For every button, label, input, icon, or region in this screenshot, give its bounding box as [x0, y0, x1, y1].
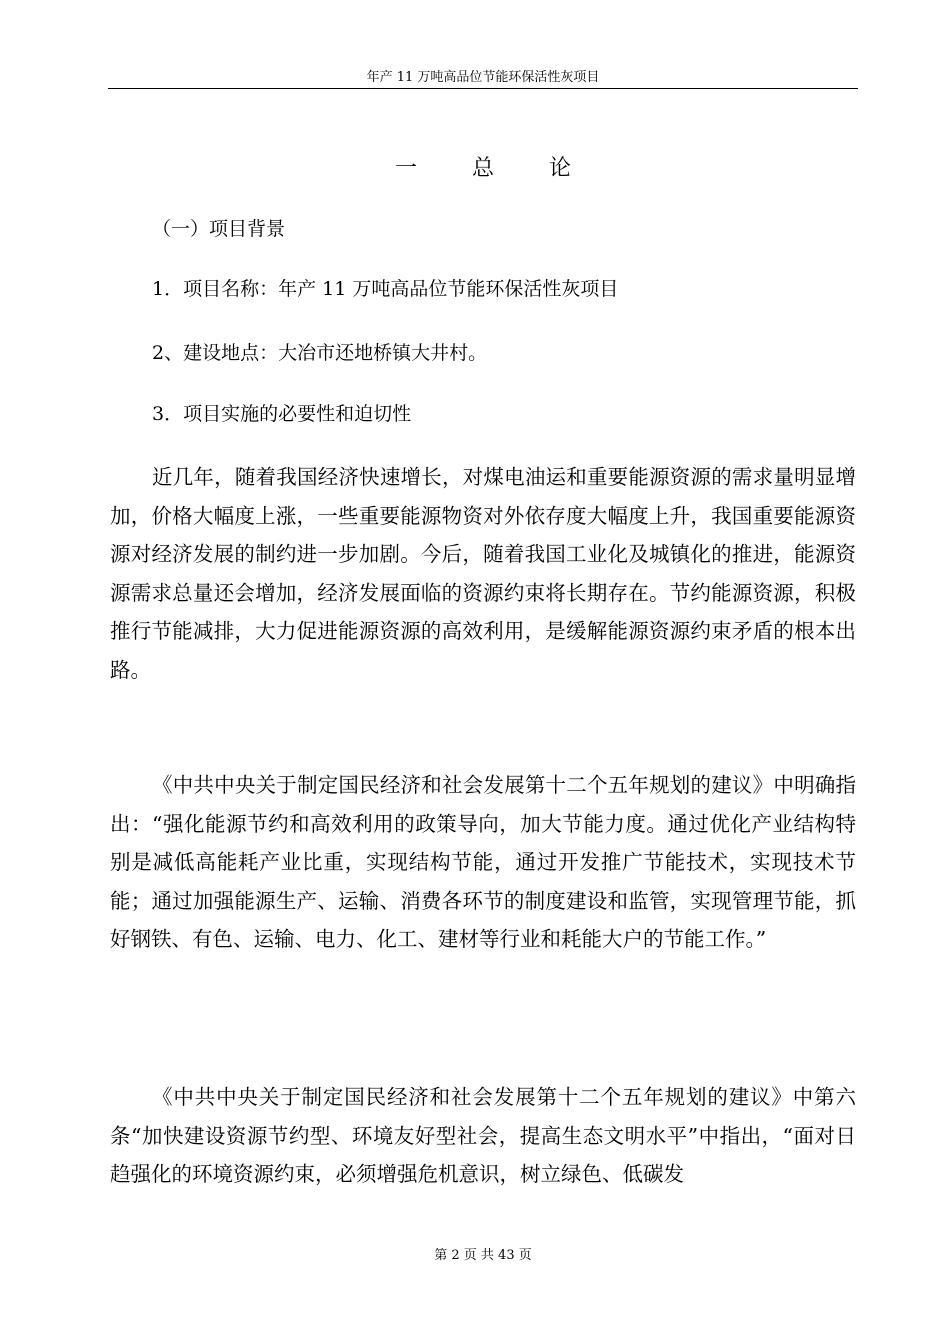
running-header: 年产 11 万吨高品位节能环保活性灰项目 — [366, 70, 600, 85]
body-paragraph: 近几年，随着我国经济快速增长，对煤电油运和重要能源资源的需求量明显增加，价格大幅度上涨，一些重要能源物资对外依存度大幅度上升，我国重要能源资源对经济发展的制约进一步加剧。今后，随着我国工业化及城镇化的推进，能源资源需求总量还会增加，经济发展面临的资源约束将长期存在。节约能源资源，积极推行节能减排，大力促进能源资源的高效利用，是缓解能源资源约束矛盾的根本出路。 — [110, 465, 856, 682]
project-name-item: 1．项目名称：年产 11 万吨高品位节能环保活性灰项目 — [152, 278, 619, 300]
page-number-footer: 第 2 页 共 43 页 — [434, 1248, 532, 1263]
section-heading: （一）项目背景 — [152, 218, 286, 240]
project-location-item: 2、建设地点：大冶市还地桥镇大井村。 — [152, 342, 488, 364]
chapter-title: 一 总 论 — [395, 156, 595, 181]
body-paragraph: 《中共中央关于制定国民经济和社会发展第十二个五年规划的建议》中明确指出：“强化能源节约和高效利用的政策导向，加大节能力度。通过优化产业结构特别是减低高能耗产业比重，实现结构节能，通过开发推广节能技术，实现技术节能；通过加强能源生产、运输、消费各环节的制度建设和监管，实现管理节能，抓好钢铁、有色、运输、电力、化工、建材等行业和耗能大户的节能工作。” — [110, 773, 856, 952]
body-paragraph: 《中共中央关于制定国民经济和社会发展第十二个五年规划的建议》中第六条“加快建设资源节约型、环境友好型社会，提高生态文明水平”中指出，“面对日趋强化的环境资源约束，必须增强危机意识，树立绿色、低碳发 — [110, 1085, 856, 1187]
project-necessity-item: 3．项目实施的必要性和迫切性 — [152, 403, 412, 425]
header-rule — [108, 88, 858, 89]
